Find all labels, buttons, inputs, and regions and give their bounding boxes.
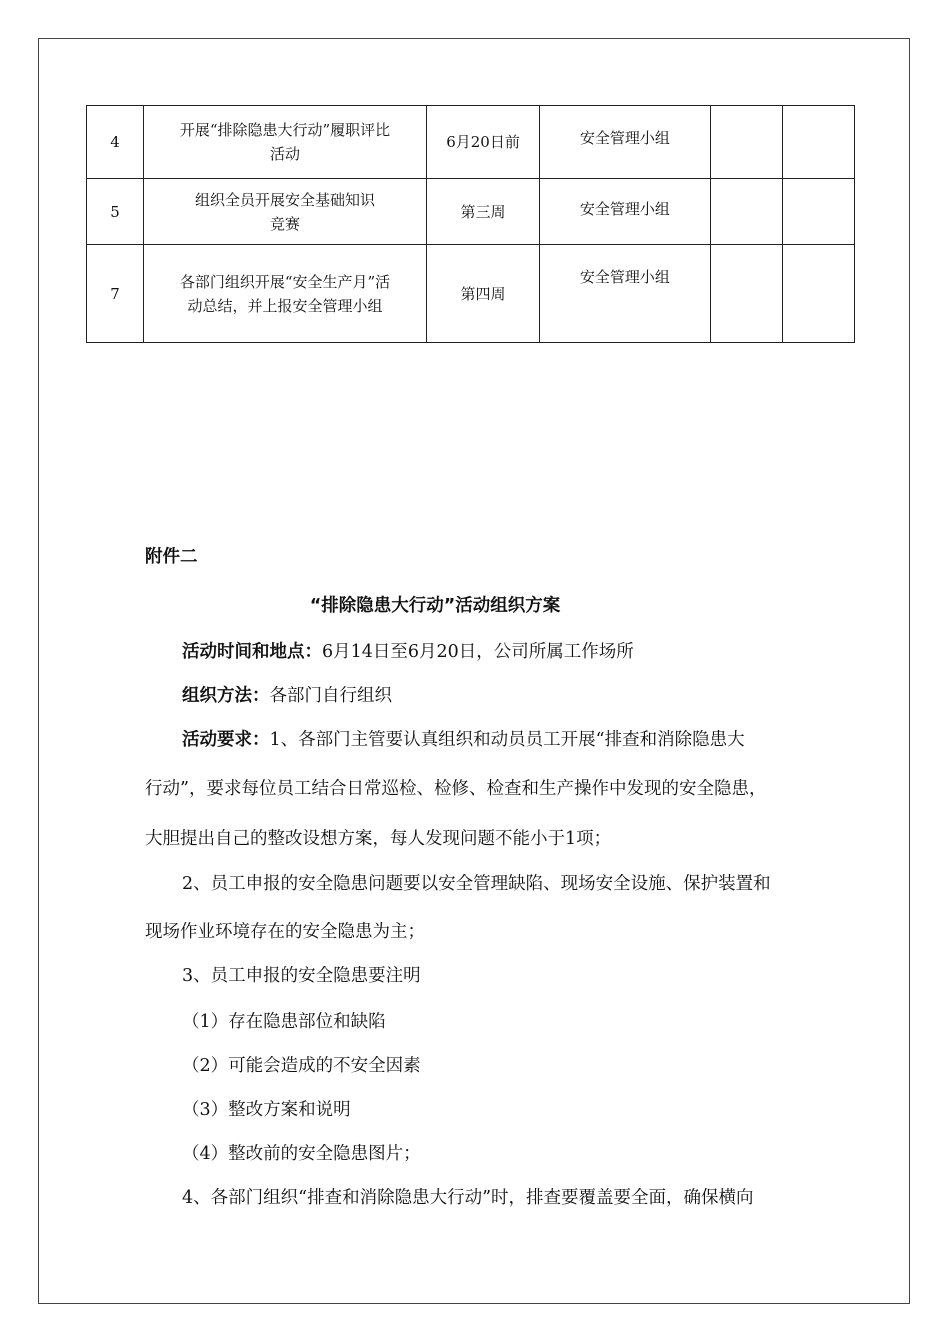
activity-item-line: 组织全员开展安全基础知识: [195, 190, 376, 209]
activity-item-line: 动总结，并上报安全管理小组: [187, 296, 383, 315]
time-place-value: 6月14日至6月20日，公司所属工作场所: [322, 642, 634, 662]
activity-owner: 安全管理小组: [540, 106, 710, 179]
plan-title: “排除隐患大行动”活动组织方案: [309, 596, 561, 616]
row-number: 5: [87, 179, 144, 245]
activity-item-line: 活动: [270, 145, 301, 163]
activity-owner: 安全管理小组: [540, 245, 710, 343]
empty-cell: [782, 179, 854, 245]
annex-label: 附件二: [145, 547, 198, 567]
sub-item-4: （4）整改前的安全隐患图片；: [182, 1144, 421, 1164]
sub-item-1: （1）存在隐患部位和缺陷: [182, 1012, 386, 1032]
empty-cell: [710, 106, 782, 179]
requirement-4-line: 4、各部门组织“排查和消除隐患大行动”时，排查要覆盖要全面，确保横向: [182, 1188, 754, 1208]
time-place-paragraph: [182, 638, 634, 663]
requirement-3-line: 3、员工申报的安全隐患要注明: [182, 966, 421, 986]
row-number: 7: [87, 245, 144, 343]
activity-item-line: 竞赛: [270, 214, 301, 233]
activity-item: [144, 245, 427, 343]
activity-time: 第三周: [426, 179, 539, 245]
requirement-2-line: 2、员工申报的安全隐患问题要以安全管理缺陷、现场安全设施、保护装置和: [182, 874, 771, 894]
activity-item: [144, 179, 427, 245]
sub-item-3: （3）整改方案和说明: [182, 1100, 351, 1120]
sub-item-2: （2）可能会造成的不安全因素: [182, 1056, 421, 1076]
activity-item-line: 开展“排除隐患大行动”履职评比: [179, 121, 391, 139]
table-row: [87, 179, 855, 245]
method-label: 组织方法：: [182, 686, 270, 706]
activity-item: [144, 106, 427, 179]
row-number: 4: [87, 106, 144, 179]
requirement-2-line: 现场作业环境存在的安全隐患为主；: [145, 922, 425, 942]
requirement-1-line: 大胆提出自己的整改设想方案，每人发现问题不能小于1项；: [145, 829, 612, 849]
method-value: 各部门自行组织: [269, 686, 392, 706]
activity-owner: 安全管理小组: [540, 179, 710, 245]
activity-time: 第四周: [426, 245, 539, 343]
time-place-label: 活动时间和地点：: [182, 642, 322, 662]
requirements-paragraph: [182, 726, 745, 751]
requirement-1-line: 1、各部门主管要认真组织和动员员工开展“排查和消除隐患大: [269, 730, 745, 750]
activity-schedule-table: [86, 105, 855, 343]
table-row: [87, 245, 855, 343]
method-paragraph: [182, 682, 392, 707]
empty-cell: [710, 179, 782, 245]
empty-cell: [782, 245, 854, 343]
requirements-label: 活动要求：: [182, 730, 270, 750]
table-row: [87, 106, 855, 179]
activity-time: 6月20日前: [426, 106, 539, 179]
empty-cell: [782, 106, 854, 179]
activity-item-line: 各部门组织开展“安全生产月”活: [179, 272, 391, 291]
empty-cell: [710, 245, 782, 343]
requirement-1-line: 行动”，要求每位员工结合日常巡检、检修、检查和生产操作中发现的安全隐患，: [145, 779, 767, 799]
